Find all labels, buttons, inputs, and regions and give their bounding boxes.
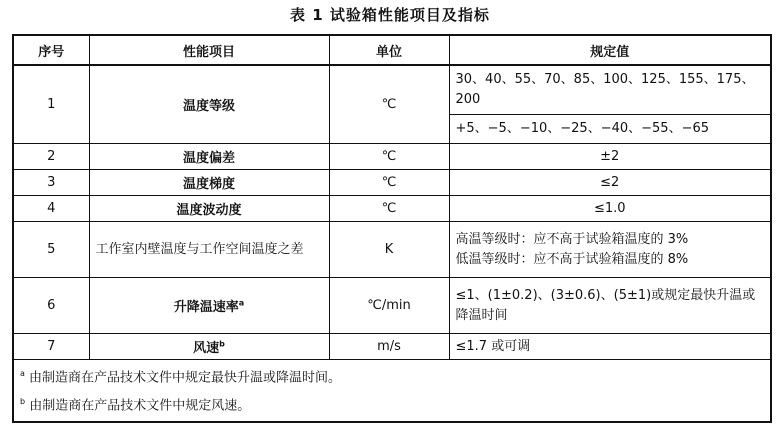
row-no: 3 (13, 170, 89, 196)
row-item: 温度梯度 (89, 170, 329, 196)
row-item-label: 风速 (193, 341, 220, 356)
row-item (89, 278, 329, 334)
table-row (13, 170, 771, 196)
header-no: 序号 (13, 35, 89, 65)
footnote-text: 由制造商在产品技术文件中规定最快升温或降温时间。 (29, 370, 342, 386)
row-no: 7 (13, 334, 89, 360)
row-value: ≤1.7 或可调 (449, 334, 771, 360)
row-value-line: 30、40、55、70、85、100、125、155、175、200 (455, 72, 755, 107)
row-no: 1 (13, 65, 89, 144)
row-item: 温度偏差 (89, 144, 329, 170)
row-unit: ℃ (329, 144, 449, 170)
row-value: ≤1、(1±0.2)、(3±0.6)、(5±1)或规定最快升温或降温时间 (449, 278, 771, 334)
table-row (13, 334, 771, 360)
row-value (449, 65, 771, 144)
row-value: ±2 (449, 144, 771, 170)
footnote (20, 390, 764, 418)
row-no: 5 (13, 222, 89, 278)
header-unit: 单位 (329, 35, 449, 65)
table-row (13, 196, 771, 222)
row-value-line: +5、−5、−10、−25、−40、−55、−65 (450, 114, 771, 143)
footnote-mark: a (20, 369, 25, 378)
row-value: ≤1.0 (449, 196, 771, 222)
footnote-ref: a (238, 298, 245, 308)
footnote (20, 362, 764, 390)
row-no: 4 (13, 196, 89, 222)
row-unit: ℃ (329, 170, 449, 196)
table-row (13, 65, 771, 144)
row-item (89, 334, 329, 360)
footnote-text: 由制造商在产品技术文件中规定风速。 (29, 398, 251, 414)
header-value: 规定值 (449, 35, 771, 65)
row-no: 2 (13, 144, 89, 170)
row-unit: K (329, 222, 449, 278)
footnote-row (13, 360, 771, 422)
table-caption: 表 1 试验箱性能项目及指标 (290, 6, 490, 24)
table-row (13, 144, 771, 170)
row-value-line: 高温等级时：应不高于试验箱温度的 3% (455, 231, 689, 247)
row-item-label: 升降温速率 (173, 300, 239, 315)
row-no: 6 (13, 278, 89, 334)
row-value: ≤2 (449, 170, 771, 196)
row-unit: ℃ (329, 65, 449, 144)
header-item: 性能项目 (89, 35, 329, 65)
row-value (449, 222, 771, 278)
row-item: 温度波动度 (89, 196, 329, 222)
table-row (13, 278, 771, 334)
row-unit: ℃ (329, 196, 449, 222)
performance-table (12, 34, 772, 423)
row-unit: ℃/min (329, 278, 449, 334)
footnote-ref: b (219, 339, 225, 349)
row-unit: m/s (329, 334, 449, 360)
row-item: 温度等级 (89, 65, 329, 144)
footnote-mark: b (20, 397, 26, 407)
row-item: 工作室内壁温度与工作空间温度之差 (89, 222, 329, 278)
table-row (13, 222, 771, 278)
footnotes (13, 360, 771, 422)
row-value-line: 低温等级时：应不高于试验箱温度的 8% (455, 251, 689, 267)
table-header-row (13, 35, 771, 65)
